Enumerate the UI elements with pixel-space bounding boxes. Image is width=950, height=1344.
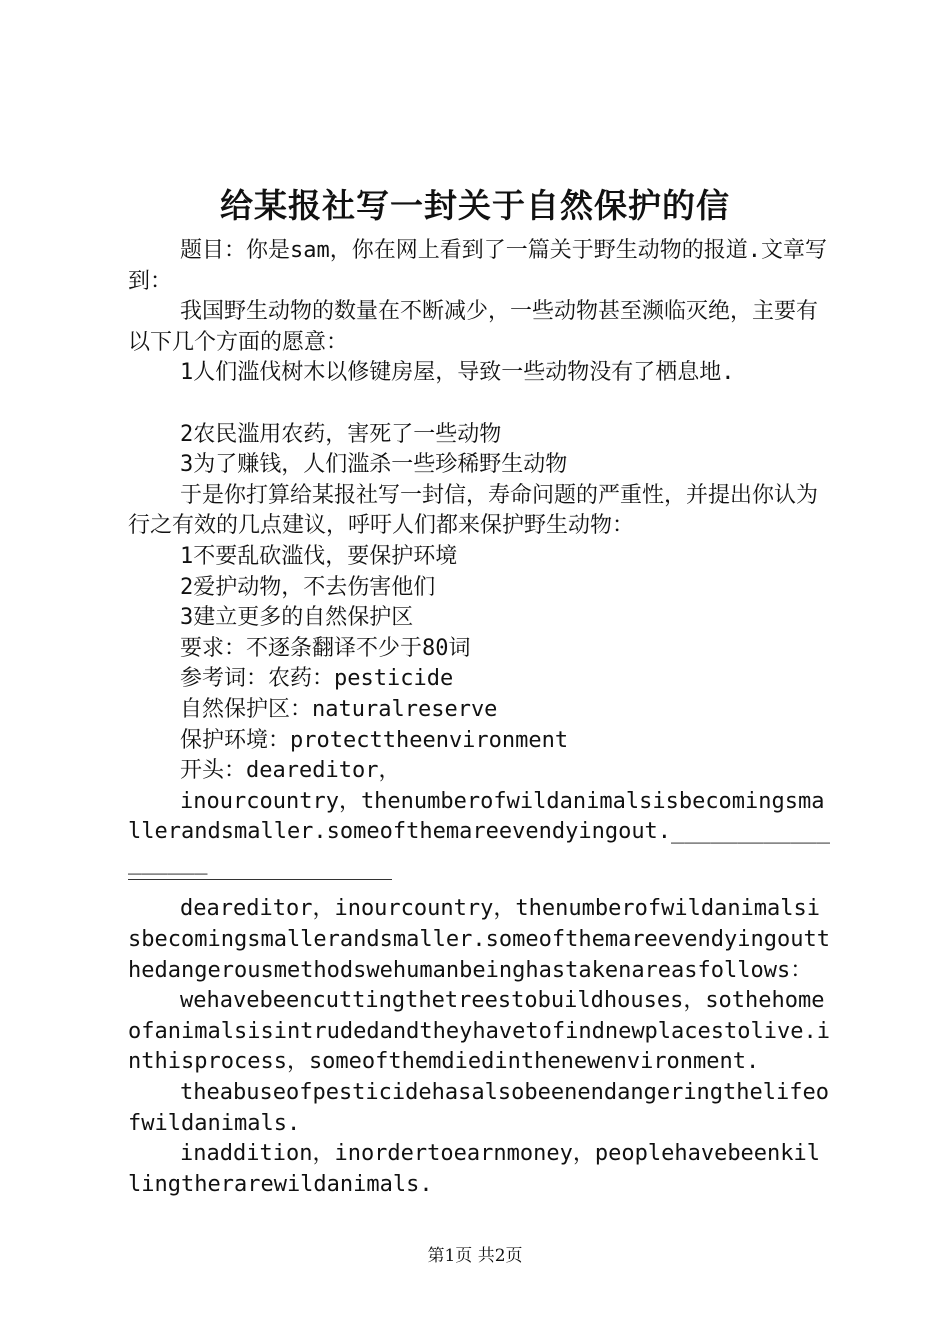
paragraph-reason-1: 1人们滥伐树木以修键房屋，导致一些动物没有了栖息地. bbox=[180, 360, 735, 386]
paragraph-answer-4: inaddition，inordertoearnmoney，peoplehavebeenkillingtherarewildanimals. bbox=[128, 1141, 821, 1197]
paragraph-opening-text: inourcountry，thenumberofwildanimalsisbecomingsmallerandsmaller.someofthemareevendyingout.__________________ bbox=[128, 788, 830, 875]
paragraph-suggestion-3: 3建立更多的自然保护区 bbox=[180, 605, 414, 631]
blank-line bbox=[128, 389, 832, 420]
paragraph-answer-2: wehavebeencuttingthetreestobuildhouses，sothehomeofanimalsisintrudedandtheyhavetofindnewplacestolive.inthisprocess，someofthemdiedinthenewenvironment. bbox=[128, 988, 830, 1075]
paragraph-suggestion-2: 2爱护动物，不去伤害他们 bbox=[180, 574, 436, 600]
paragraph-answer-1: deareditor，inourcountry，thenumberofwildanimalsisbecomingsmallerandsmaller.someofthemareevendyingoutthedangerousmethodswehumanbeinghastakenareasfollows： bbox=[128, 896, 830, 983]
paragraph-prompt: 题目：你是sam，你在网上看到了一篇关于野生动物的报道.文章写到： bbox=[128, 238, 827, 294]
underline-rule bbox=[128, 878, 392, 880]
paragraph-reference-environment: 保护环境：protecttheenvironment bbox=[180, 727, 569, 753]
paragraph-reference-reserve: 自然保护区：naturalreserve bbox=[180, 696, 498, 722]
paragraph-background: 我国野生动物的数量在不断减少，一些动物甚至濒临灭绝，主要有以下几个方面的愿意： bbox=[128, 299, 819, 355]
document-body bbox=[128, 236, 832, 1200]
paragraph-answer-3: theabuseofpesticidehasalsobeenendangeringthelifeofwildanimals. bbox=[128, 1080, 830, 1136]
paragraph-suggestion-1: 1不要乱砍滥伐，要保护环境 bbox=[180, 543, 458, 569]
document-title: 给某报社写一封关于自然保护的信 bbox=[220, 186, 730, 225]
paragraph-task: 于是你打算给某报社写一封信，寿命问题的严重性，并提出你认为行之有效的几点建议，呼吁人们都来保护野生动物： bbox=[128, 482, 819, 539]
paragraph-reason-2: 2农民滥用农药，害死了一些动物 bbox=[180, 421, 502, 447]
paragraph-reference-words: 参考词：农药：pesticide bbox=[180, 666, 454, 692]
paragraph-reason-3: 3为了赚钱，人们滥杀一些珍稀野生动物 bbox=[180, 452, 568, 478]
paragraph-opening: 开头：deareditor， bbox=[180, 758, 401, 784]
page-footer: 第1页 共2页 bbox=[427, 1246, 523, 1266]
paragraph-requirement: 要求：不逐条翻译不少于80词 bbox=[180, 635, 471, 661]
